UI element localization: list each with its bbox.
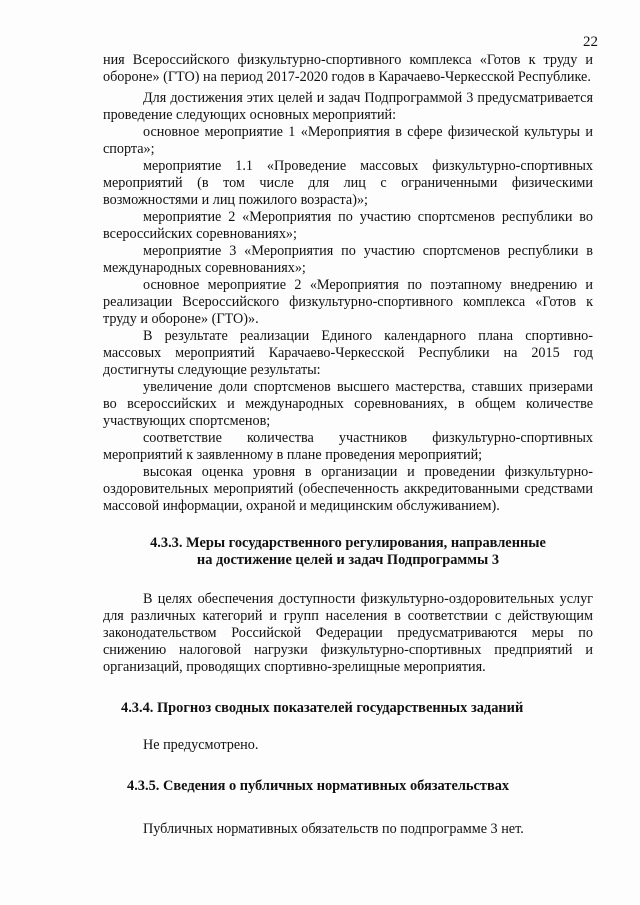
list-item-result-1: увеличение доли спортсменов высшего мастерства, ставших призерами во всероссийских и международных соревнованиях, в общем количестве участвующих спортсменов; — [103, 379, 593, 429]
section-4-3-5-heading: 4.3.5. Сведения о публичных нормативных обязательствах — [127, 778, 510, 794]
list-item-main-activity-2: основное мероприятие 2 «Мероприятия по поэтапному внедрению и реализации Всероссийского физкультурно-спортивного комплекса «Готов к труду и обороне» (ГТО)». — [103, 277, 593, 327]
paragraph-results-intro: В результате реализации Единого календарного плана спортивно-массовых мероприятий Карачаево-Черкесской Республики на 2015 год достигнуты следующие результаты: — [103, 328, 593, 378]
list-item-activity-2: мероприятие 2 «Мероприятия по участию спортсменов республики во всероссийских соревнованиях»; — [103, 209, 593, 242]
section-4-3-3-heading — [103, 535, 593, 569]
section-4-3-5-text: Публичных нормативных обязательств по подпрограмме 3 нет. — [143, 821, 524, 837]
list-item-activity-1-1: мероприятие 1.1 «Проведение массовых физкультурно-спортивных мероприятий (в том числе для лиц с ограниченными физическими возможностями и лиц пожилого возраста)»; — [103, 158, 593, 208]
list-item-result-3: высокая оценка уровня в организации и проведении физкультурно-оздоровительных мероприятий (обеспеченность аккредитованными средствами массовой информации, охраной и медицинским обслуживанием). — [103, 464, 593, 514]
page-number: 22 — [583, 34, 598, 50]
section-4-3-3-title-line2: на достижение целей и задач Подпрограммы 3 — [196, 552, 500, 568]
page-content — [103, 52, 593, 838]
list-item-main-activity-1: основное мероприятие 1 «Мероприятия в сфере физической культуры и спорта»; — [103, 124, 593, 157]
section-4-3-4-text: Не предусмотрено. — [143, 737, 259, 753]
section-4-3-3-text: В целях обеспечения доступности физкультурно-оздоровительных услуг для различных категорий и групп населения в соответствии с действующим законодательством Российской Федерации предусматриваются меры по снижению налоговой нагрузки физкультурно-спортивных предприятий и организаций, проводящих спортивно-зрелищные мероприятия. — [103, 591, 593, 675]
section-4-3-3-title-line1: 4.3.3. Меры государственного регулирования, направленные — [150, 535, 546, 551]
list-item-result-2: соответствие количества участников физкультурно-спортивных мероприятий к заявленному в плане проведения мероприятий; — [103, 430, 593, 463]
paragraph-continuation: ния Всероссийского физкультурно-спортивного комплекса «Готов к труду и обороне» (ГТО) на период 2017-2020 годов в Карачаево-Черкесской Республике. — [103, 52, 593, 85]
paragraph-goals-intro: Для достижения этих целей и задач Подпрограммой 3 предусматривается проведение следующих основных мероприятий: — [103, 90, 593, 123]
list-item-activity-3: мероприятие 3 «Мероприятия по участию спортсменов республики в международных соревнованиях»; — [103, 243, 593, 276]
section-4-3-4-heading: 4.3.4. Прогноз сводных показателей государственных заданий — [121, 700, 524, 716]
